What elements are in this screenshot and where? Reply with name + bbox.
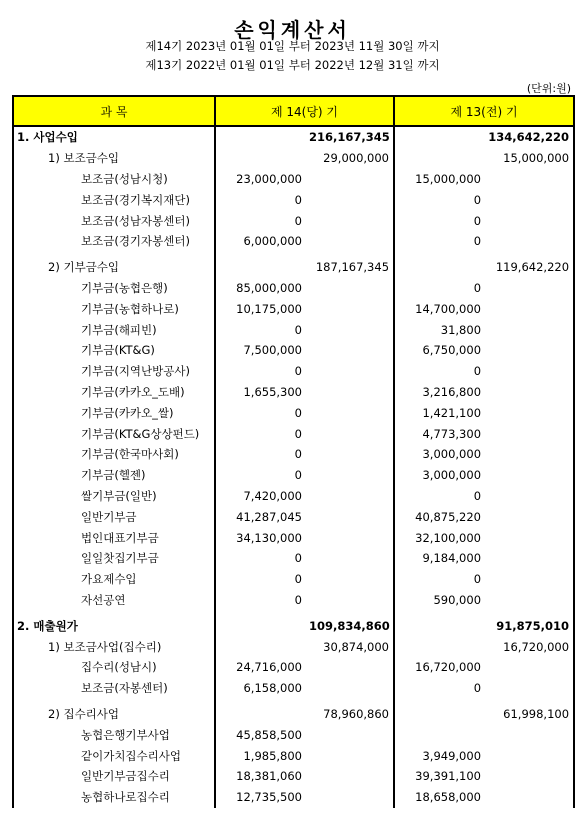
current-total-amount: 30,874,000 [306, 636, 394, 657]
current-total-amount [306, 486, 394, 507]
current-item-amount: 85,000,000 [236, 280, 302, 295]
prior-item-amount: 0 [473, 364, 482, 379]
table-row [13, 527, 574, 548]
row-label: 일반기부금집수리 [13, 766, 215, 787]
table-row [13, 423, 574, 444]
row-label: 보조금(성남시청) [13, 169, 215, 190]
current-item-amount: 6,158,000 [243, 681, 302, 696]
row-label: 같이가치집수리사업 [13, 745, 215, 766]
prior-item-amount: 15,000,000 [415, 171, 482, 186]
table-row [13, 787, 574, 808]
row-label: 기부금(헬젠) [13, 465, 215, 486]
current-item-amount: 0 [294, 468, 302, 483]
table-row [13, 189, 574, 210]
row-label: 법인대표기부금 [13, 527, 215, 548]
table-row [13, 278, 574, 299]
row-label: 집수리(성남시) [13, 657, 215, 678]
prior-item-amount: 16,720,000 [415, 660, 482, 675]
prior-total-amount [485, 402, 574, 423]
prior-item-amount: 9,184,000 [422, 551, 482, 566]
current-item-amount: 7,500,000 [243, 343, 302, 358]
table-row [13, 724, 574, 745]
current-total-amount [306, 169, 394, 190]
prior-item-amount: 40,875,220 [415, 509, 482, 524]
table-row [13, 319, 574, 340]
current-total-amount [306, 548, 394, 569]
table-row [13, 402, 574, 423]
current-total-amount: 216,167,345 [306, 126, 394, 148]
current-total-amount [306, 278, 394, 299]
prior-total-amount [485, 657, 574, 678]
prior-item-amount: 0 [473, 280, 482, 295]
current-item-amount: 0 [294, 322, 302, 337]
row-label: 자선공연 [13, 590, 215, 611]
current-total-amount [306, 745, 394, 766]
prior-total-amount [485, 787, 574, 808]
prior-total-amount [485, 382, 574, 403]
prior-total-amount: 119,642,220 [485, 257, 574, 278]
table-row [13, 231, 574, 252]
current-total-amount [306, 506, 394, 527]
current-item-amount: 41,287,045 [236, 509, 302, 524]
prior-item-amount [394, 724, 485, 745]
prior-total-amount [485, 189, 574, 210]
prior-item-amount: 32,100,000 [415, 530, 482, 545]
prior-item-amount: 18,658,000 [415, 790, 482, 805]
page-title: 손익계산서 [234, 18, 351, 42]
period-current: 제14기 2023년 01월 01일 부터 2023년 11월 30일 까지 [145, 39, 440, 53]
prior-total-amount [485, 298, 574, 319]
current-total-amount: 78,960,860 [306, 704, 394, 725]
current-item-amount: 0 [294, 572, 302, 587]
current-item-amount: 6,000,000 [243, 234, 302, 249]
prior-total-amount [485, 486, 574, 507]
current-total-amount [306, 210, 394, 231]
row-label: 1) 보조금사업(집수리) [13, 636, 215, 657]
row-label: 보조금(경기자봉센터) [13, 231, 215, 252]
row-label: 기부금(카카오_도배) [13, 382, 215, 403]
table-row [13, 590, 574, 611]
current-total-amount [306, 787, 394, 808]
table-row [13, 657, 574, 678]
current-item-amount [215, 704, 306, 725]
row-label: 가요제수입 [13, 569, 215, 590]
row-label: 일일찻집기부금 [13, 548, 215, 569]
prior-total-amount [485, 766, 574, 787]
prior-total-amount [485, 678, 574, 699]
prior-item-amount: 1,421,100 [422, 405, 482, 420]
current-item-amount: 0 [294, 364, 302, 379]
current-item-amount [215, 148, 306, 169]
current-item-amount: 0 [294, 447, 302, 462]
row-label: 기부금(한국마사회) [13, 444, 215, 465]
prior-total-amount [485, 169, 574, 190]
header-current: 제 14(당) 기 [215, 96, 394, 126]
prior-total-amount [485, 548, 574, 569]
prior-item-amount: 0 [473, 192, 482, 207]
prior-item-amount: 3,216,800 [422, 384, 482, 399]
current-item-amount: 0 [294, 551, 302, 566]
current-item-amount: 23,000,000 [236, 171, 302, 186]
current-total-amount [306, 361, 394, 382]
current-item-amount: 0 [294, 213, 302, 228]
prior-item-amount: 0 [473, 681, 482, 696]
current-total-amount [306, 298, 394, 319]
table-row [13, 169, 574, 190]
current-item-amount: 0 [294, 405, 302, 420]
prior-total-amount [485, 506, 574, 527]
header-prior: 제 13(전) 기 [394, 96, 574, 126]
row-label: 2. 매출원가 [13, 615, 215, 636]
row-label: 기부금(KT&G) [13, 340, 215, 361]
table-row [13, 486, 574, 507]
row-label: 보조금(자봉센터) [13, 678, 215, 699]
current-total-amount [306, 465, 394, 486]
table-row [13, 766, 574, 787]
prior-total-amount [485, 590, 574, 611]
row-label: 농협하나로집수리 [13, 787, 215, 808]
current-item-amount: 10,175,000 [236, 301, 302, 316]
table-row [13, 615, 574, 636]
prior-item-amount: 3,949,000 [422, 748, 482, 763]
current-total-amount [306, 444, 394, 465]
current-item-amount: 18,381,060 [236, 769, 302, 784]
current-total-amount [306, 231, 394, 252]
table-row [13, 257, 574, 278]
table-row [13, 548, 574, 569]
current-total-amount [306, 319, 394, 340]
current-item-amount: 12,735,500 [236, 790, 302, 805]
prior-item-amount [394, 126, 485, 148]
table-body [13, 126, 574, 808]
current-item-amount: 1,985,800 [243, 748, 302, 763]
table-row [13, 465, 574, 486]
prior-item-amount: 590,000 [433, 592, 482, 607]
prior-item-amount: 0 [473, 488, 482, 503]
prior-total-amount [485, 278, 574, 299]
current-item-amount: 24,716,000 [236, 660, 302, 675]
prior-item-amount [394, 148, 485, 169]
table-row [13, 444, 574, 465]
prior-item-amount [394, 636, 485, 657]
income-statement-table [12, 95, 575, 808]
current-item-amount [215, 615, 306, 636]
prior-total-amount [485, 340, 574, 361]
current-total-amount [306, 382, 394, 403]
table-row [13, 569, 574, 590]
current-item-amount: 34,130,000 [236, 530, 302, 545]
table-row [13, 382, 574, 403]
prior-total-amount: 134,642,220 [485, 126, 574, 148]
prior-item-amount: 0 [473, 234, 482, 249]
prior-total-amount [485, 527, 574, 548]
current-item-amount: 0 [294, 426, 302, 441]
prior-item-amount [394, 257, 485, 278]
current-total-amount [306, 590, 394, 611]
current-item-amount: 45,858,500 [236, 727, 302, 742]
current-total-amount [306, 527, 394, 548]
period-prior: 제13기 2022년 01월 01일 부터 2022년 12월 31일 까지 [145, 58, 440, 72]
header-subject: 과 목 [13, 96, 215, 126]
prior-total-amount [485, 210, 574, 231]
current-item-amount: 7,420,000 [243, 488, 302, 503]
table-header [13, 96, 574, 126]
current-total-amount [306, 724, 394, 745]
prior-total-amount [485, 423, 574, 444]
row-label: 2) 집수리사업 [13, 704, 215, 725]
table-row [13, 678, 574, 699]
row-label: 1. 사업수입 [13, 126, 215, 148]
table-row [13, 340, 574, 361]
table-row [13, 210, 574, 231]
current-total-amount: 187,167,345 [306, 257, 394, 278]
row-label: 일반기부금 [13, 506, 215, 527]
row-label: 기부금(지역난방공사) [13, 361, 215, 382]
prior-item-amount [394, 615, 485, 636]
row-label: 보조금(경기복지재단) [13, 189, 215, 210]
prior-item-amount: 4,773,300 [422, 426, 482, 441]
table-row [13, 704, 574, 725]
row-label: 기부금(농협하나로) [13, 298, 215, 319]
prior-total-amount [485, 569, 574, 590]
row-label: 쌀기부금(일반) [13, 486, 215, 507]
table-row [13, 745, 574, 766]
current-total-amount [306, 189, 394, 210]
row-label: 기부금(농협은행) [13, 278, 215, 299]
prior-total-amount [485, 724, 574, 745]
row-label: 1) 보조금수입 [13, 148, 215, 169]
unit-label: (단위:원) [526, 82, 571, 95]
current-item-amount [215, 257, 306, 278]
prior-item-amount: 31,800 [440, 322, 482, 337]
current-total-amount [306, 423, 394, 444]
current-item-amount: 1,655,300 [243, 384, 302, 399]
table-row [13, 298, 574, 319]
prior-total-amount [485, 444, 574, 465]
current-total-amount [306, 766, 394, 787]
row-label: 2) 기부금수입 [13, 257, 215, 278]
prior-item-amount: 14,700,000 [415, 301, 482, 316]
current-item-amount: 0 [294, 192, 302, 207]
prior-total-amount: 16,720,000 [485, 636, 574, 657]
prior-total-amount [485, 319, 574, 340]
current-total-amount [306, 402, 394, 423]
prior-total-amount: 91,875,010 [485, 615, 574, 636]
prior-total-amount: 15,000,000 [485, 148, 574, 169]
current-item-amount [215, 636, 306, 657]
current-total-amount [306, 657, 394, 678]
prior-item-amount [394, 704, 485, 725]
table-row [13, 148, 574, 169]
current-total-amount: 29,000,000 [306, 148, 394, 169]
row-label: 기부금(KT&G상상펀드) [13, 423, 215, 444]
current-total-amount [306, 340, 394, 361]
prior-total-amount [485, 231, 574, 252]
row-label: 농협은행기부사업 [13, 724, 215, 745]
prior-item-amount: 0 [473, 572, 482, 587]
prior-item-amount: 0 [473, 213, 482, 228]
prior-item-amount: 3,000,000 [422, 468, 482, 483]
current-total-amount: 109,834,860 [306, 615, 394, 636]
prior-total-amount [485, 465, 574, 486]
table-row [13, 506, 574, 527]
prior-total-amount [485, 361, 574, 382]
table-row [13, 126, 574, 148]
row-label: 기부금(해피빈) [13, 319, 215, 340]
current-item-amount: 0 [294, 592, 302, 607]
prior-item-amount: 6,750,000 [422, 343, 482, 358]
prior-total-amount: 61,998,100 [485, 704, 574, 725]
prior-item-amount: 3,000,000 [422, 447, 482, 462]
table-row [13, 361, 574, 382]
current-total-amount [306, 569, 394, 590]
prior-item-amount: 39,391,100 [415, 769, 482, 784]
row-label: 보조금(성남자봉센터) [13, 210, 215, 231]
row-label: 기부금(카카오_쌀) [13, 402, 215, 423]
current-total-amount [306, 678, 394, 699]
table-row [13, 636, 574, 657]
prior-total-amount [485, 745, 574, 766]
current-item-amount [215, 126, 306, 148]
